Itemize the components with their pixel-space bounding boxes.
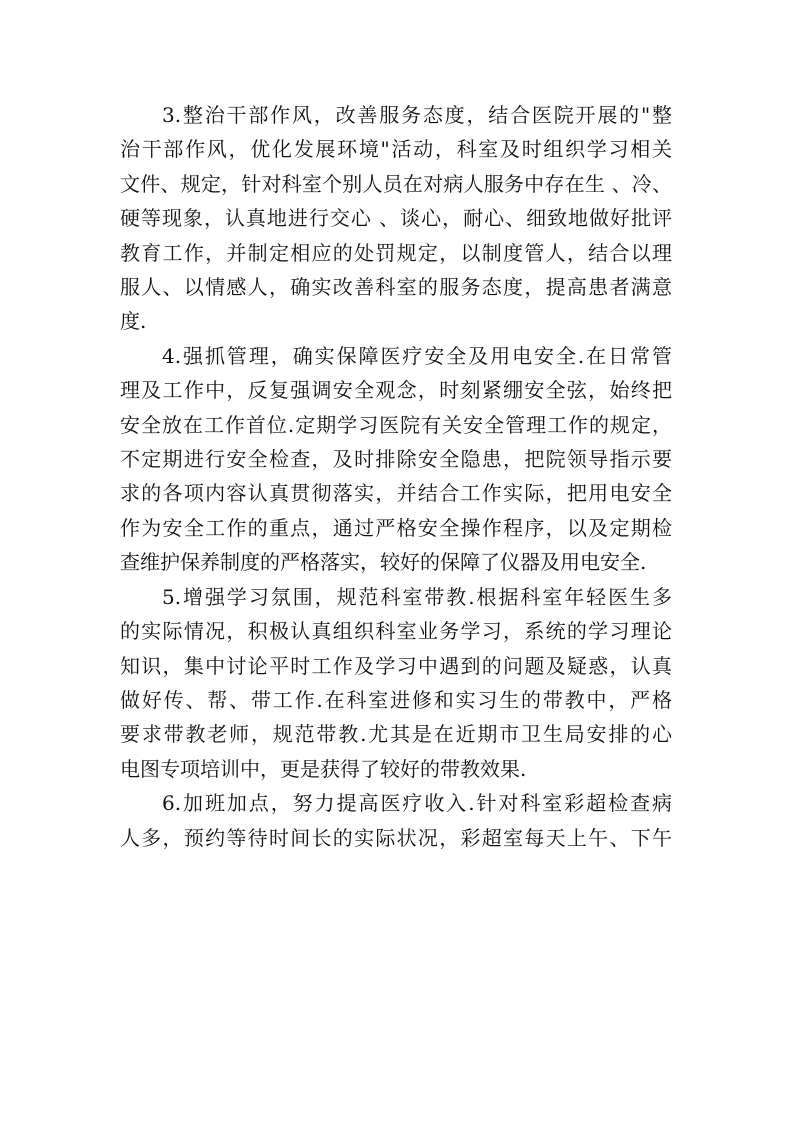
text-line: 作为安全工作的重点，通过严格安全操作程序，以及定期检 [120, 515, 672, 540]
text-line: 硬等现象，认真地进行交心 、谈心，耐心、细致地做好批评 [120, 206, 672, 231]
text-line: 的实际情况，积极认真组织科室业务学习，系统的学习理论 [120, 619, 672, 644]
text-line: 人多，预约等待时间长的实际状况，彩超室每天上午、下午 [120, 825, 672, 850]
text-line: 查维护保养制度的严格落实，较好的保障了仪器及用电安全. [120, 550, 647, 575]
text-line: 教育工作，并制定相应的处罚规定，以制度管人，结合以理 [120, 240, 672, 265]
text-line: 求的各项内容认真贯彻落实，并结合工作实际，把用电安全 [120, 481, 672, 506]
text-line: 理及工作中，反复强调安全观念，时刻紧绷安全弦，始终把 [120, 378, 672, 403]
text-line: 不定期进行安全检查，及时排除安全隐患，把院领导指示要 [120, 447, 672, 472]
text-line: 电图专项培训中，更是获得了较好的带教效果. [120, 756, 527, 781]
text-line: 安全放在工作首位.定期学习医院有关安全管理工作的规定， [120, 412, 672, 437]
text-line: 文件、规定，针对科室个别人员在对病人服务中存在生 、冷、 [120, 171, 672, 196]
text-line: 治干部作风，优化发展环境"活动，科室及时组织学习相关 [120, 137, 672, 162]
text-line: 要求带教老师，规范带教.尤其是在近期市卫生局安排的心 [120, 722, 672, 747]
paragraph-5 [120, 580, 672, 786]
paragraph-4 [120, 339, 672, 580]
text-line: 做好传、帮、带工作.在科室进修和实习生的带教中，严格 [120, 687, 672, 712]
paragraph-3 [120, 98, 672, 339]
text-line: 服人、以情感人，确实改善科室的服务态度，提高患者满意 [120, 275, 672, 300]
paragraph-6 [120, 786, 672, 855]
text-line: 4.强抓管理，确实保障医疗安全及用电安全.在日常管 [162, 343, 672, 368]
document-page [120, 98, 672, 855]
text-line: 知识，集中讨论平时工作及学习中遇到的问题及疑惑，认真 [120, 653, 672, 678]
text-line: 5.增强学习氛围，规范科室带教.根据科室年轻医生多 [162, 584, 672, 609]
text-line: 6.加班加点，努力提高医疗收入.针对科室彩超检查病 [162, 791, 672, 816]
text-line: 度. [120, 309, 147, 334]
text-line: 3.整治干部作风，改善服务态度，结合医院开展的"整 [162, 103, 672, 127]
